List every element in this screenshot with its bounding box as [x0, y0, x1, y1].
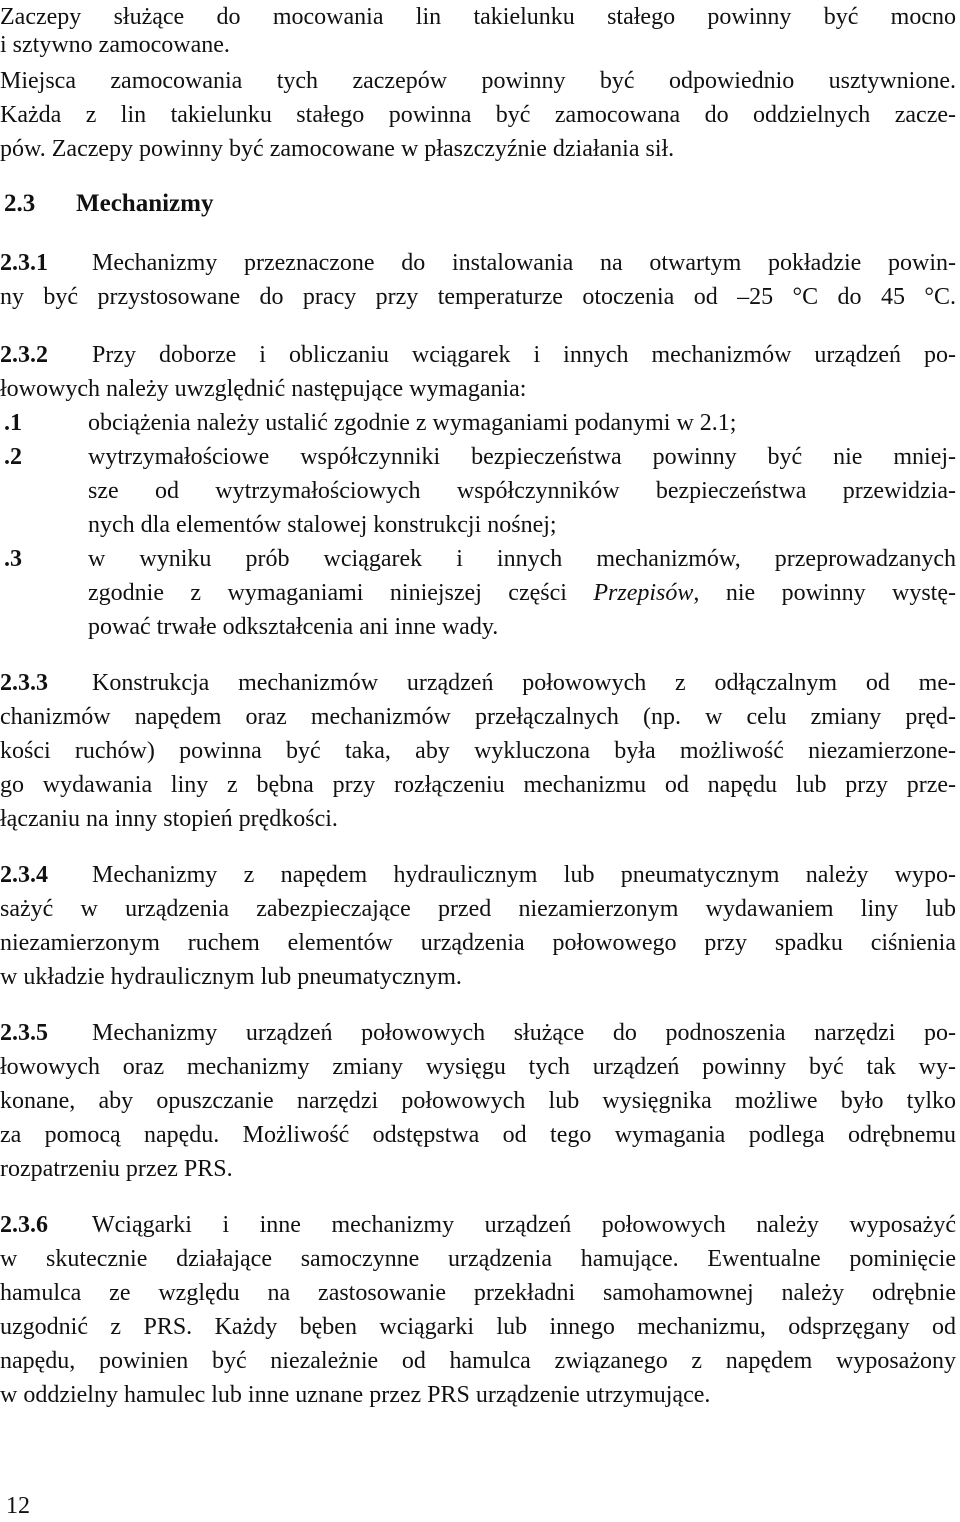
paragraph-2-3-3-line-4: go wydawania liny z bębna przy rozłączeniu mechanizmu od napędu lub przy prze- — [0, 772, 956, 798]
list-item-2-line-2: sze od wytrzymałościowych współczynników bezpieczeństwa przewidzia- — [88, 478, 956, 504]
list-item-2-line-3: nych dla elementów stalowej konstrukcji nośnej; — [88, 512, 557, 538]
paragraph-2-3-1-line-1: 2.3.1 Mechanizmy przeznaczone do instalowania na otwartym pokładzie powin- — [0, 246, 956, 280]
list-item-number: .1 — [4, 410, 22, 436]
list-item-3-line-3: pować trwałe odkształcenia ani inne wady. — [88, 614, 499, 640]
paragraph-2-3-5-line-5: rozpatrzeniu przez PRS. — [0, 1156, 233, 1182]
paragraph-number: 2.3.4 — [0, 862, 48, 888]
paragraph-2-3-6-line-2: w skutecznie działające samoczynne urządzenia hamujące. Ewentualne pominięcie — [0, 1246, 956, 1272]
paragraph-2-3-3-line-3: kości ruchów) powinna być taka, aby wykluczona była możliwość niezamierzone- — [0, 738, 956, 764]
list-item-number: .3 — [4, 546, 22, 572]
paragraph-2-3-2-line-2: łowowych należy uwzględnić następujące wymagania: — [0, 376, 527, 402]
paragraph-2-3-5-line-4: za pomocą napędu. Możliwość odstępstwa od tego wymagania podlega odrębnemu — [0, 1122, 956, 1148]
paragraph-2-3-4-line-4: w układzie hydraulicznym lub pneumatycznym. — [0, 964, 462, 990]
paragraph-2-3-3-line-5: łączaniu na inny stopień prędkości. — [0, 806, 338, 832]
paragraph-number: 2.3.6 — [0, 1212, 48, 1238]
paragraph-2-3-3-line-2: chanizmów napędem oraz mechanizmów przełączalnych (np. w celu zmiany pręd- — [0, 704, 956, 730]
page-number: 12 — [6, 1493, 30, 1519]
paragraph-2-3-2-line-1: 2.3.2 Przy doborze i obliczaniu wciągarek i innych mechanizmów urządzeń po- — [0, 338, 956, 372]
section-number: 2.3 — [4, 190, 36, 217]
paragraph-number: 2.3.1 — [0, 250, 48, 276]
intro-line-3: Miejsca zamocowania tych zaczepów powinny być odpowiednio usztywnione. — [0, 68, 956, 94]
paragraph-2-3-5-line-3: konane, aby opuszczanie narzędzi połowowych lub wysięgnika możliwe było tylko — [0, 1088, 956, 1114]
list-item-3-line-1: .3 w wyniku prób wciągarek i innych mechanizmów, przeprowadzanych — [0, 542, 956, 576]
paragraph-2-3-5-line-2: łowowych oraz mechanizmy zmiany wysięgu tych urządzeń powinny być tak wy- — [0, 1054, 956, 1080]
intro-line-2: i sztywno zamocowane. — [0, 32, 230, 58]
paragraph-2-3-6-line-5: napędu, powinien być niezależnie od hamulca związanego z napędem wyposażony — [0, 1348, 956, 1374]
intro-line-5: pów. Zaczepy powinny być zamocowane w płaszczyźnie działania sił. — [0, 136, 675, 162]
paragraph-2-3-6-line-3: hamulca ze względu na zastosowanie przekładni samohamownej należy odrębnie — [0, 1280, 956, 1306]
section-heading — [4, 186, 213, 222]
paragraph-2-3-4-line-3: niezamierzonym ruchem elementów urządzenia połowowego przy spadku ciśnienia — [0, 930, 956, 956]
list-item-3-line-2: zgodnie z wymaganiami niniejszej części Przepisów, nie powinny wystę- — [88, 580, 956, 606]
paragraph-2-3-6-line-4: uzgodnić z PRS. Każdy bęben wciągarki lub innego mechanizmu, odsprzęgany od — [0, 1314, 956, 1340]
paragraph-2-3-3-line-1: 2.3.3 Konstrukcja mechanizmów urządzeń połowowych z odłączalnym od me- — [0, 666, 956, 700]
paragraph-2-3-4-line-2: sażyć w urządzenia zabezpieczające przed niezamierzonym wydawaniem liny lub — [0, 896, 956, 922]
paragraph-2-3-6-line-1: 2.3.6 Wciągarki i inne mechanizmy urządzeń połowowych należy wyposażyć — [0, 1208, 956, 1242]
paragraph-2-3-1-line-2: ny być przystosowane do pracy przy temperaturze otoczenia od –25 °C do 45 °C. — [0, 284, 956, 310]
regulation-title: Przepisów — [593, 580, 694, 606]
paragraph-number: 2.3.2 — [0, 342, 48, 368]
paragraph-2-3-4-line-1: 2.3.4 Mechanizmy z napędem hydraulicznym lub pneumatycznym należy wypo- — [0, 858, 956, 892]
intro-line-1: Zaczepy służące do mocowania lin takielunku stałego powinny być mocno — [0, 4, 956, 30]
paragraph-number: 2.3.5 — [0, 1020, 48, 1046]
list-item-1: .1 obciążenia należy ustalić zgodnie z wymaganiami podanymi w 2.1; — [0, 406, 956, 440]
list-item-2-line-1: .2 wytrzymałościowe współczynniki bezpieczeństwa powinny być nie mniej- — [0, 440, 956, 474]
list-item-number: .2 — [4, 444, 22, 470]
section-title: Mechanizmy — [76, 190, 214, 217]
paragraph-2-3-5-line-1: 2.3.5 Mechanizmy urządzeń połowowych służące do podnoszenia narzędzi po- — [0, 1016, 956, 1050]
paragraph-number: 2.3.3 — [0, 670, 48, 696]
paragraph-2-3-6-line-6: w oddzielny hamulec lub inne uznane przez PRS urządzenie utrzymujące. — [0, 1382, 711, 1408]
intro-line-4: Każda z lin takielunku stałego powinna być zamocowana do oddzielnych zacze- — [0, 102, 956, 128]
